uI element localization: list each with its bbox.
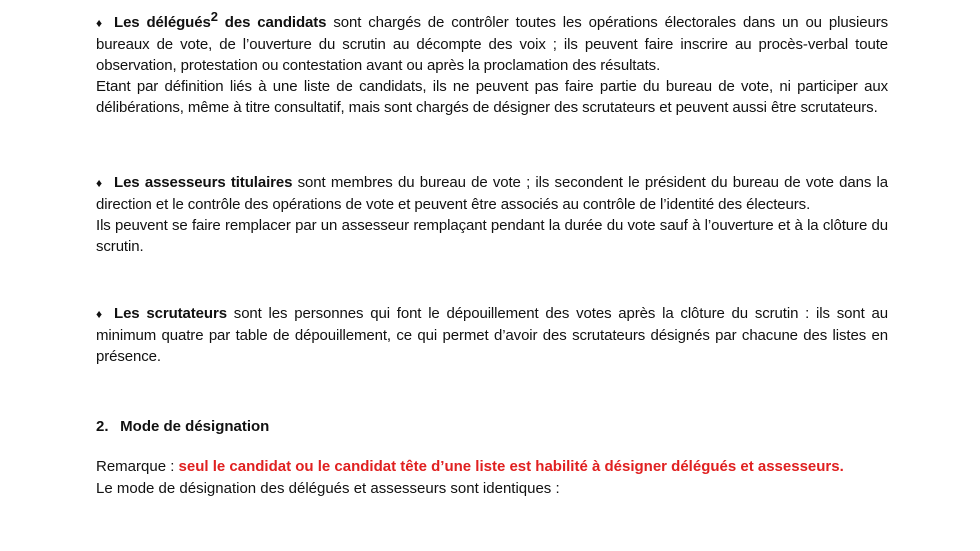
- paragraph-text: sont membres du bureau de vote ; ils secondent le président du bureau de vote dans la direction et le contrôle des opérations de vote et peuvent être associés au contrôle de l’identité des électeurs.: [96, 174, 888, 213]
- paragraph-scrutateurs: [96, 303, 888, 367]
- diamond-bullet-icon: ♦: [96, 16, 103, 30]
- section-title: Mode de désignation: [120, 418, 270, 435]
- paragraph-text: sont les personnes qui font le dépouillement des votes après la clôture du scrutin : ils sont au minimum quatre par table de dépouillement, ce qui permet d’avoir des scrutateurs désignés par chacune des listes en présence.: [96, 305, 888, 365]
- term-delegues: Les délégués: [114, 14, 211, 31]
- term-delegues-rest: des candidats: [217, 14, 327, 31]
- term-assesseurs: Les assesseurs titulaires: [114, 174, 293, 191]
- paragraph-delegues: [96, 9, 888, 118]
- diamond-bullet-icon: ♦: [96, 176, 103, 190]
- term-scrutateurs: Les scrutateurs: [114, 305, 227, 322]
- remark-highlight: seul le candidat ou le candidat tête d’une liste est habilité à désigner délégués et assesseurs.: [178, 458, 844, 475]
- paragraph-text-continued: Ils peuvent se faire remplacer par un assesseur remplaçant pendant la durée du vote sauf à l’ouverture et à la clôture du scrutin.: [96, 217, 888, 255]
- paragraph-assesseurs: [96, 172, 888, 257]
- paragraph-text-continued: Etant par définition liés à une liste de candidats, ils ne peuvent pas faire partie du bureau de vote, ni participer aux délibérations, même à titre consultatif, mais sont chargés de désigner des scrutateurs et peuvent aussi être scrutateurs.: [96, 78, 888, 116]
- section-heading: [96, 418, 269, 435]
- identical-line: Le mode de désignation des délégués et assesseurs sont identiques :: [96, 480, 560, 497]
- section-number: 2.: [96, 418, 109, 435]
- paragraph-text: sont chargés de contrôler toutes les opérations électorales dans un ou plusieurs bureaux de vote, de l’ouverture du scrutin au décompte des voix ; ils peuvent faire inscrire au procès-verbal toute observation, protestation ou contestation avant ou après la proclamation des résultats.: [96, 14, 888, 74]
- remark-label: Remarque :: [96, 458, 179, 475]
- footnote-marker[interactable]: 2: [210, 9, 218, 24]
- remark-line: [96, 456, 844, 477]
- diamond-bullet-icon: ♦: [96, 307, 103, 321]
